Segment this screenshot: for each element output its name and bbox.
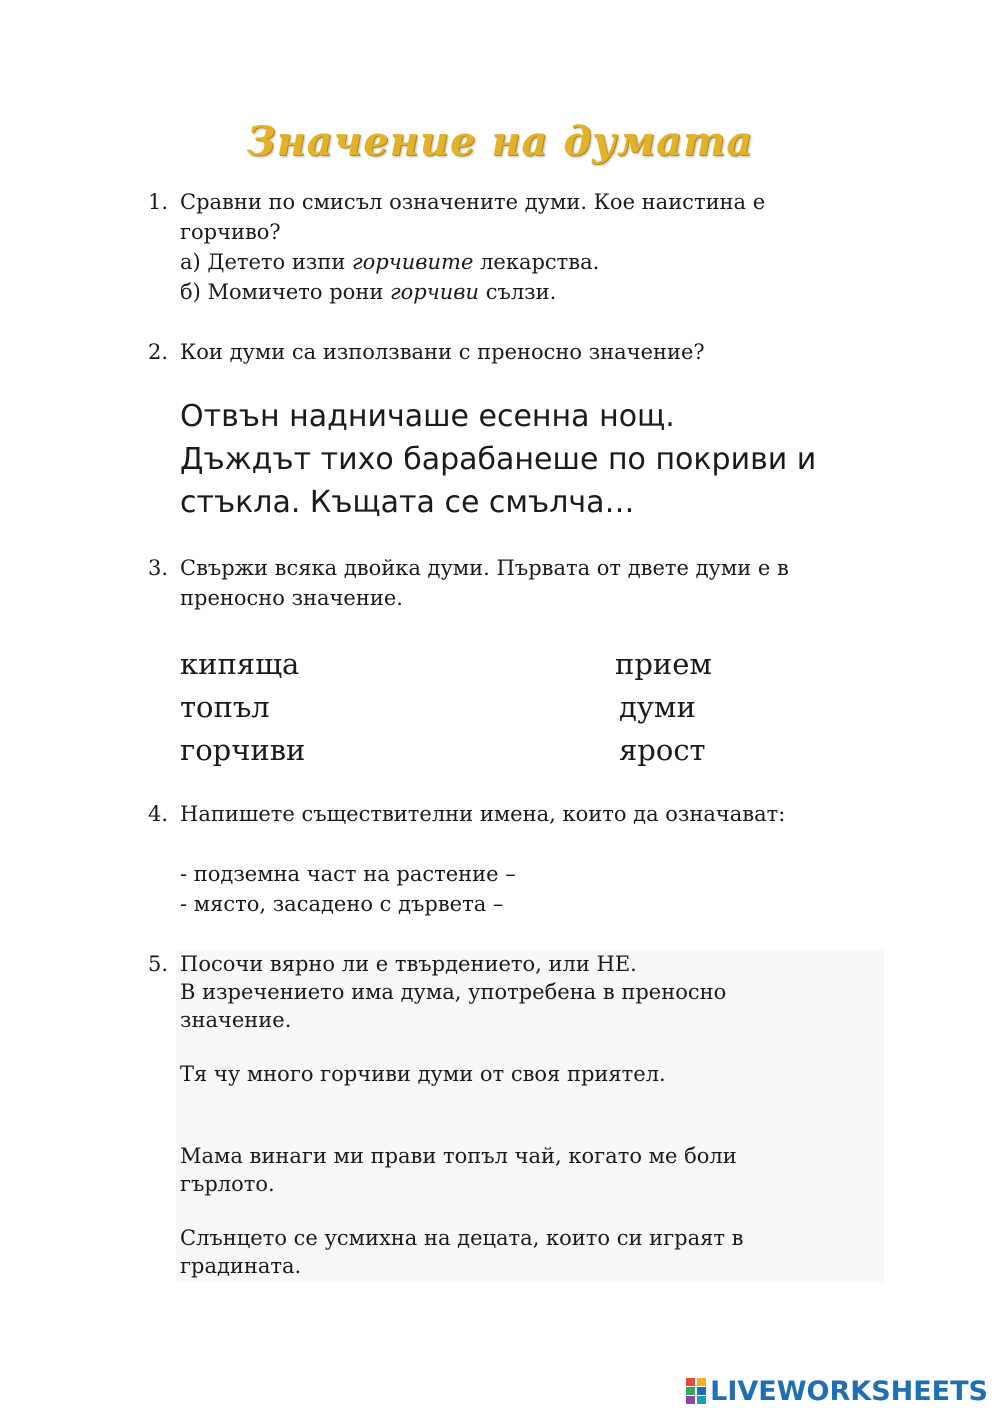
task-number: 5. (148, 952, 169, 976)
task-question-line: Свържи всяка двойка думи. Първата от двете думи е в (180, 556, 789, 580)
match-right-word[interactable]: ярост (619, 733, 706, 767)
task-question-line: В изречението има дума, употребена в преносно (180, 980, 727, 1004)
match-left-word[interactable]: горчиви (180, 733, 306, 767)
statement-sentence: Мама винаги ми прави топъл чай, когато ме боли (180, 1144, 737, 1168)
liveworksheets-logo (686, 1374, 988, 1408)
statement-sentence: Слънцето се усмихна на децата, които си играят в (180, 1226, 744, 1250)
match-right-word[interactable]: прием (615, 647, 712, 681)
task-1 (148, 187, 848, 307)
task-2 (148, 337, 848, 367)
logo-text: LIVEWORKSHEETS (710, 1375, 988, 1407)
task-question-line: Напишете съществителни имена, които да означават: (180, 802, 786, 826)
definition-item: - място, засадено с дървета – (180, 892, 504, 916)
option-b-prefix: б) Момичето рони (180, 280, 390, 304)
option-a-suffix: лекарства. (473, 250, 600, 274)
poem-line: Дъждът тихо барабанеше по покриви и (180, 442, 817, 477)
poem-line: Отвън надничаше есенна нощ. (180, 399, 675, 434)
spacer (180, 1034, 848, 1060)
task-4 (148, 799, 848, 919)
highlighted-word: горчиви (390, 280, 480, 304)
match-left-word[interactable]: топъл (180, 690, 270, 724)
statement-sentence: Тя чу много горчиви думи от своя приятел. (180, 1062, 666, 1086)
page-title: Значение на думата (246, 118, 754, 165)
spacer (180, 829, 848, 859)
spacer (180, 1088, 848, 1142)
task-number: 3. (148, 556, 169, 580)
poem-line: стъкла. Къщата се смълча… (180, 485, 635, 520)
task-question-line: Сравни по смисъл означените думи. Кое наистина е (180, 190, 766, 214)
match-left-word[interactable]: кипяща (180, 647, 300, 681)
statement-sentence: гърлото. (180, 1172, 275, 1196)
task-number: 2. (148, 340, 169, 364)
definition-item: - подземна част на растение – (180, 862, 516, 886)
task-question-line: Посочи вярно ли е твърдението, или НЕ. (180, 952, 637, 976)
task-question-line: Кои думи са използвани с преносно значение? (180, 340, 705, 364)
logo-grid-icon (686, 1378, 706, 1404)
task-number: 4. (148, 802, 169, 826)
task-question-line: горчиво? (180, 220, 281, 244)
option-a-prefix: а) Детето изпи (180, 250, 352, 274)
match-right-word[interactable]: думи (619, 690, 696, 724)
task-question-line: преносно значение. (180, 586, 403, 610)
option-b (180, 277, 848, 307)
task-5 (148, 950, 848, 1280)
highlighted-word: горчивите (352, 250, 474, 274)
task-3 (148, 553, 848, 613)
option-a (180, 247, 848, 277)
option-b-suffix: сълзи. (479, 280, 557, 304)
task-number: 1. (148, 190, 169, 214)
spacer (180, 1198, 848, 1224)
statement-sentence: градината. (180, 1254, 302, 1278)
task-question-line: значение. (180, 1008, 292, 1032)
